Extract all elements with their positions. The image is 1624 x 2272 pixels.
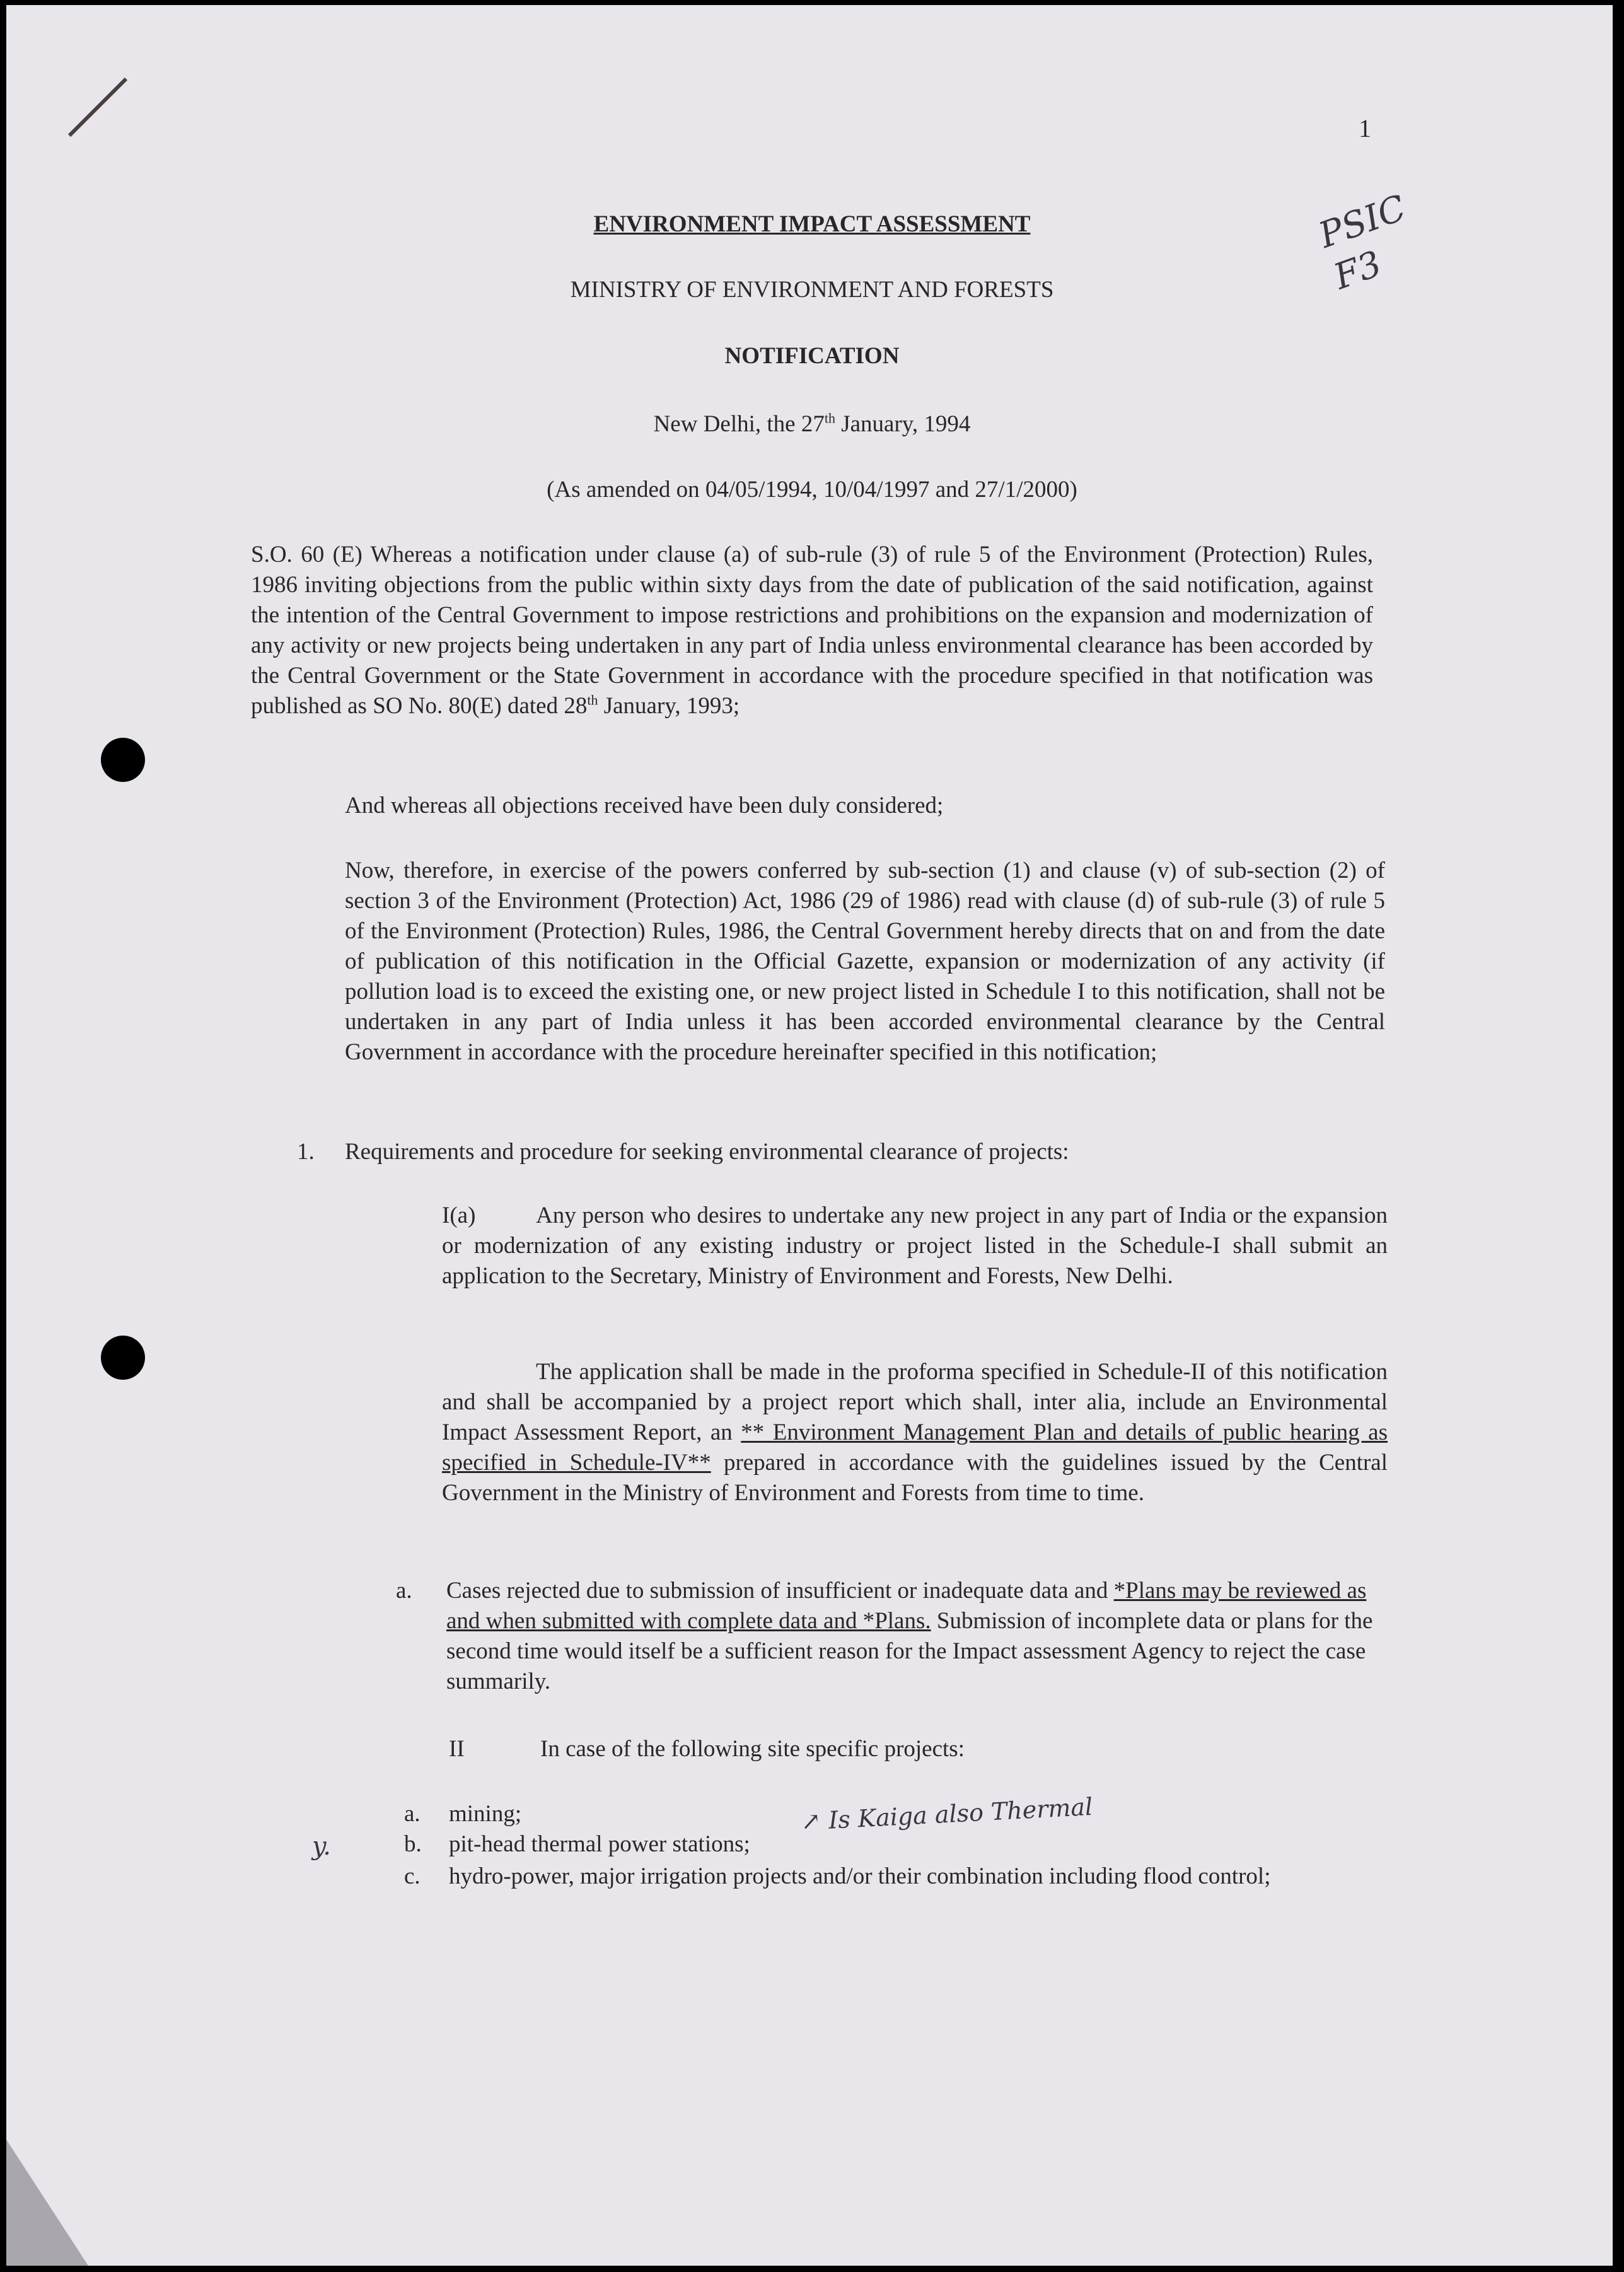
clause-ia-label: I(a) bbox=[442, 1203, 476, 1228]
notification-heading: NOTIFICATION bbox=[724, 343, 900, 369]
handwritten-margin-note: ↗ Is Kaiga also Thermal bbox=[800, 1792, 1094, 1836]
preamble-sup: th bbox=[587, 692, 598, 708]
application-paragraph bbox=[442, 1357, 1388, 1508]
list-item-label: c. bbox=[404, 1863, 420, 1889]
application-text: The application shall be made in the proforma specified in Schedule-II of this notification and shall be accompanied by a project report which shall, inter alia, include an Environmental Impact Assessment Report, an bbox=[442, 1359, 1388, 1445]
application-text-end: prepared in accordance with the guidelines issued by the Central Government in the Ministry of Environment and Forests from time to time. bbox=[442, 1450, 1388, 1506]
section-heading: Requirements and procedure for seeking environmental clearance of projects: bbox=[345, 1139, 1069, 1165]
clause-a-underlined: *Plans may be reviewed as and when submitted with complete data and *Plans. bbox=[446, 1578, 1367, 1634]
folded-corner bbox=[6, 2140, 88, 2266]
objections-paragraph: And whereas all objections received have been duly considered; bbox=[345, 793, 944, 819]
handwritten-code: PSIC F3 bbox=[1313, 187, 1412, 298]
handwritten-margin-mark: y. bbox=[312, 1832, 331, 1861]
clause-a-text: Cases rejected due to submission of insufficient or inadequate data and bbox=[446, 1578, 1114, 1604]
clause-a-paragraph bbox=[446, 1576, 1373, 1697]
document-title: ENVIRONMENT IMPACT ASSESSMENT bbox=[593, 211, 1031, 237]
date-sup: th bbox=[824, 410, 835, 426]
clause-ii-label: II bbox=[449, 1736, 465, 1762]
clause-ia-text: Any person who desires to undertake any new project in any part of India or the expansion or modernization of any existing industry or project listed in the Schedule-I shall submit an application to the Secretary, Ministry of Environment and Forests, New Delhi. bbox=[442, 1203, 1388, 1289]
pencil-mark-icon bbox=[63, 73, 132, 142]
preamble-end: January, 1993; bbox=[598, 693, 740, 719]
list-item-label: a. bbox=[404, 1801, 420, 1827]
list-item-text: mining; bbox=[449, 1801, 522, 1827]
application-underlined: ** Environment Management Plan and details of public hearing as specified in Schedule-IV** bbox=[442, 1419, 1388, 1476]
preamble-paragraph bbox=[251, 540, 1373, 721]
section-number: 1. bbox=[297, 1139, 315, 1165]
list-item-text: pit-head thermal power stations; bbox=[449, 1831, 750, 1857]
list-item-text: hydro-power, major irrigation projects and/or their combination including flood control; bbox=[449, 1863, 1271, 1889]
punch-hole bbox=[101, 738, 145, 782]
page-number: 1 bbox=[1359, 114, 1371, 143]
clause-ia bbox=[442, 1201, 1388, 1291]
notification-date bbox=[0, 409, 1624, 440]
clause-a-label: a. bbox=[396, 1578, 412, 1604]
clause-ii-text: In case of the following site specific projects: bbox=[540, 1736, 965, 1762]
handwritten-note-text: Is Kaiga also Thermal bbox=[828, 1792, 1094, 1834]
date-text-end: January, 1994 bbox=[835, 411, 971, 437]
ministry-name: MINISTRY OF ENVIRONMENT AND FORESTS bbox=[570, 277, 1054, 303]
directive-paragraph: Now, therefore, in exercise of the powers conferred by sub-section (1) and clause (v) of sub-section (2) of section 3 of the Environment (Protection) Act, 1986 (29 of 1986) read with clause (d) of sub-rule (3) of rule 5 of the Environment (Protection) Rules, 1986, the Central Government hereby directs that on and from the date of publication of this notification in the Official Gazette, expansion or modernization of any activity (if pollution load is to exceed the existing one, or new project listed in Schedule I to this notification, shall not be undertaken in any part of India unless it has been accorded environmental clearance by the Central Government in accordance with the procedure hereinafter specified in this notification; bbox=[345, 858, 1385, 1065]
date-text: New Delhi, the 27 bbox=[653, 411, 825, 437]
list-item-label: b. bbox=[404, 1831, 422, 1857]
clause-a-text-end: Submission of incomplete data or plans for the second time would itself be a sufficient reason for the Impact assessment Agency to reject the case summarily. bbox=[446, 1608, 1373, 1694]
preamble-text: S.O. 60 (E) Whereas a notification under clause (a) of sub-rule (3) of rule 5 of the Environment (Protection) Rules, 1986 inviting objections from the public within sixty days from the date of publication of the said notification, against the intention of the Central Government to impose restrictions and prohibitions on the expansion and modernization of any activity or new projects being undertaken in any part of India unless environmental clearance has been accorded by the Central Government or the State Government in accordance with the procedure specified in that notification was published as SO No. 80(E) dated 28 bbox=[251, 542, 1373, 719]
punch-hole bbox=[101, 1336, 145, 1380]
amendment-note: (As amended on 04/05/1994, 10/04/1997 and 27/1/2000) bbox=[547, 477, 1077, 503]
